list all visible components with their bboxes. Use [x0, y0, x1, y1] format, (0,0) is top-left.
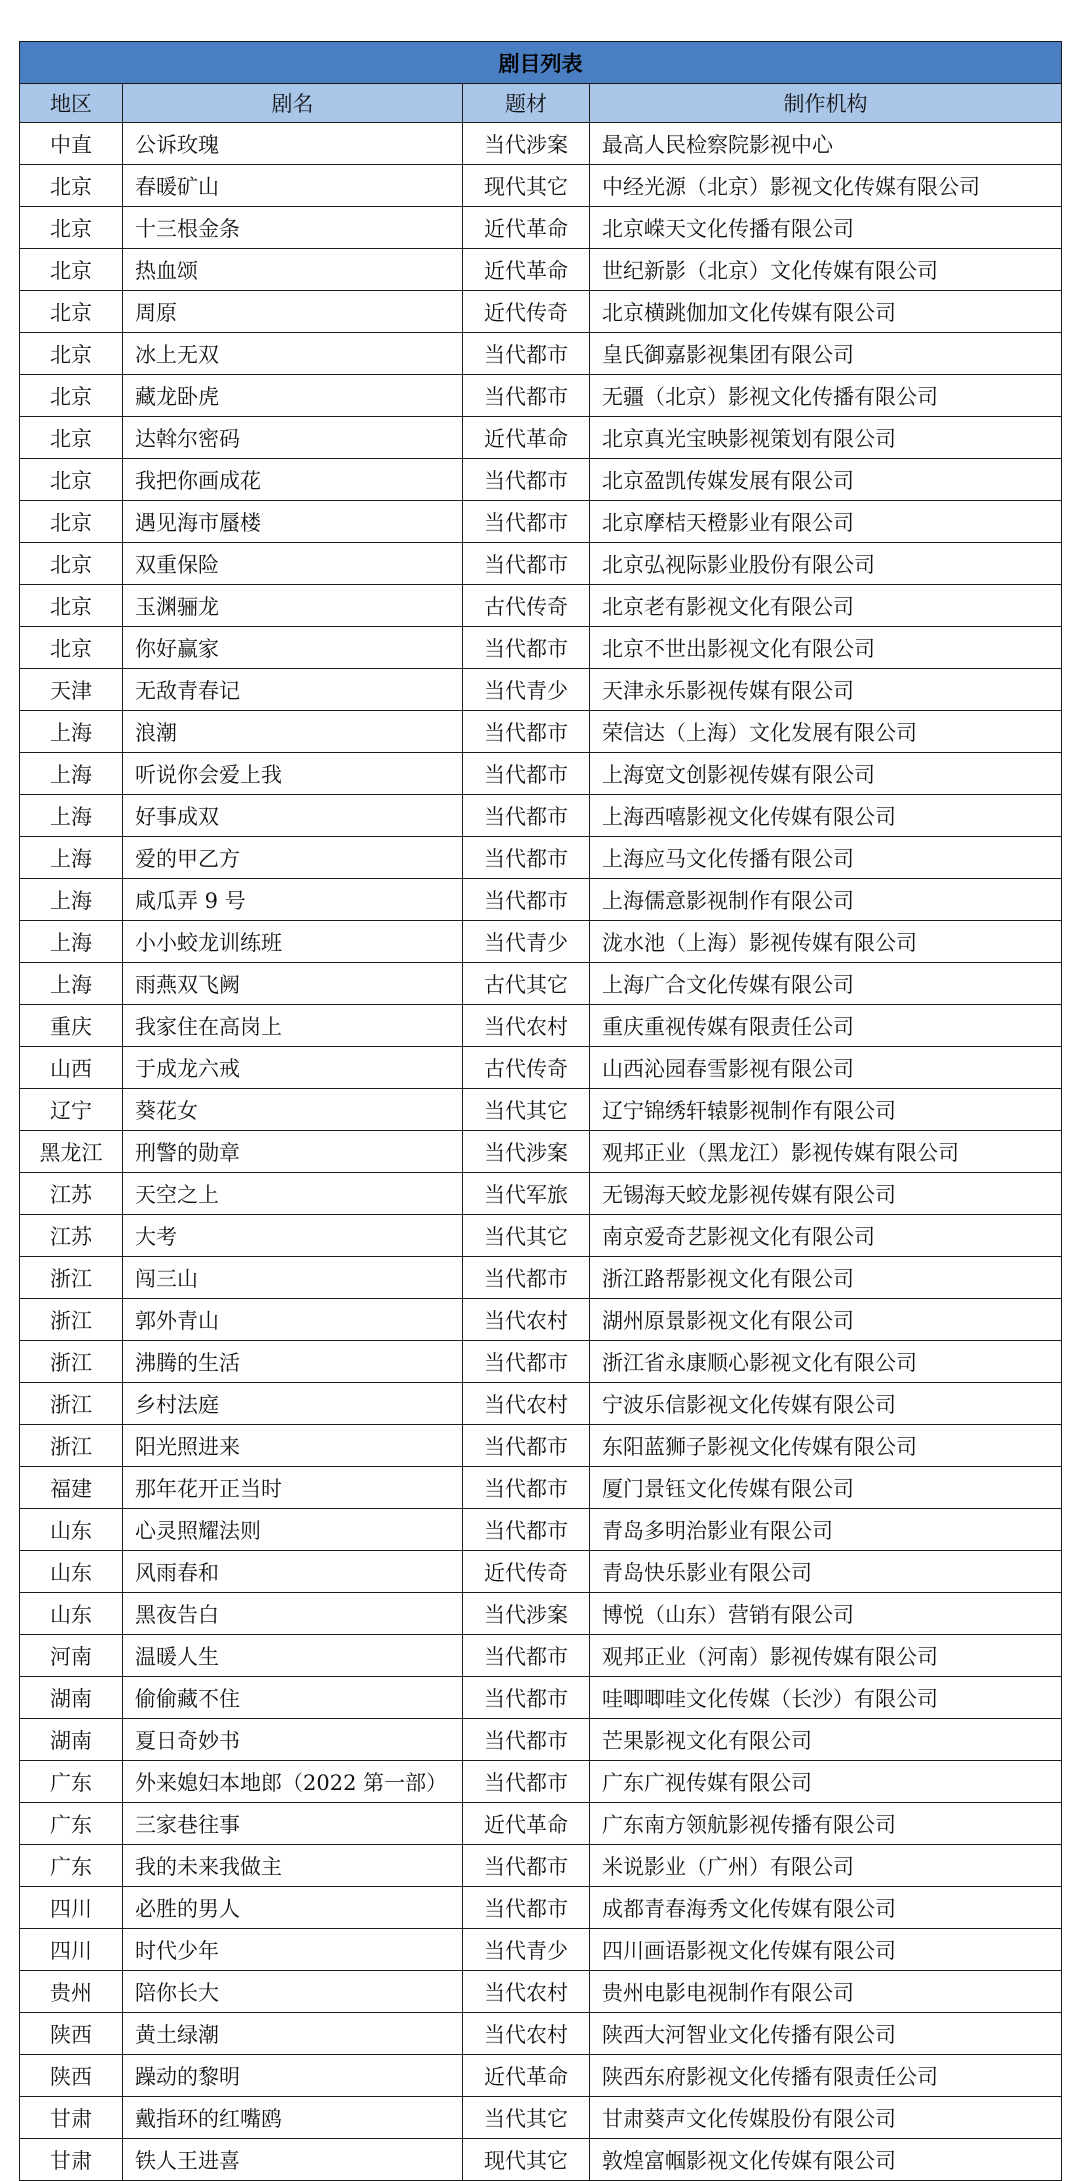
cell-drama-name: 双重保险	[123, 543, 463, 585]
cell-drama-name: 好事成双	[123, 795, 463, 837]
cell-region: 上海	[20, 921, 123, 963]
cell-drama-name: 雨燕双飞阙	[123, 963, 463, 1005]
table-row	[20, 1593, 1062, 1635]
cell-region: 甘肃	[20, 2139, 123, 2181]
cell-drama-name: 听说你会爱上我	[123, 753, 463, 795]
cell-region: 广东	[20, 1761, 123, 1803]
cell-region: 四川	[20, 1887, 123, 1929]
cell-genre: 当代农村	[463, 1971, 590, 2013]
table-row	[20, 1929, 1062, 1971]
table-row	[20, 963, 1062, 1005]
cell-production-company: 青岛多明治影业有限公司	[590, 1509, 1062, 1551]
cell-drama-name: 黑夜告白	[123, 1593, 463, 1635]
cell-genre: 当代都市	[463, 1341, 590, 1383]
cell-region: 广东	[20, 1803, 123, 1845]
cell-region: 上海	[20, 837, 123, 879]
cell-drama-name: 小小蛟龙训练班	[123, 921, 463, 963]
cell-drama-name: 风雨春和	[123, 1551, 463, 1593]
cell-genre: 当代涉案	[463, 1593, 590, 1635]
cell-production-company: 最高人民检察院影视中心	[590, 123, 1062, 165]
cell-region: 北京	[20, 207, 123, 249]
cell-region: 陕西	[20, 2013, 123, 2055]
header-production-company: 制作机构	[590, 84, 1062, 123]
table-row	[20, 1425, 1062, 1467]
table-row	[20, 2013, 1062, 2055]
cell-region: 浙江	[20, 1425, 123, 1467]
cell-drama-name: 十三根金条	[123, 207, 463, 249]
table-row	[20, 837, 1062, 879]
cell-region: 北京	[20, 627, 123, 669]
cell-production-company: 米说影业（广州）有限公司	[590, 1845, 1062, 1887]
cell-production-company: 博悦（山东）营销有限公司	[590, 1593, 1062, 1635]
cell-production-company: 北京真光宝映影视策划有限公司	[590, 417, 1062, 459]
cell-drama-name: 郭外青山	[123, 1299, 463, 1341]
cell-region: 中直	[20, 123, 123, 165]
cell-drama-name: 必胜的男人	[123, 1887, 463, 1929]
cell-region: 贵州	[20, 1971, 123, 2013]
cell-drama-name: 戴指环的红嘴鸥	[123, 2097, 463, 2139]
cell-drama-name: 我把你画成花	[123, 459, 463, 501]
cell-drama-name: 浪潮	[123, 711, 463, 753]
table-row	[20, 123, 1062, 165]
cell-genre: 当代都市	[463, 879, 590, 921]
cell-drama-name: 心灵照耀法则	[123, 1509, 463, 1551]
table-row	[20, 1131, 1062, 1173]
cell-region: 陕西	[20, 2055, 123, 2097]
cell-region: 四川	[20, 1929, 123, 1971]
table-row	[20, 1509, 1062, 1551]
table-row	[20, 165, 1062, 207]
table-row	[20, 1803, 1062, 1845]
cell-production-company: 荣信达（上海）文化发展有限公司	[590, 711, 1062, 753]
cell-production-company: 敦煌富帼影视文化传媒有限公司	[590, 2139, 1062, 2181]
cell-drama-name: 刑警的勋章	[123, 1131, 463, 1173]
cell-production-company: 东阳蓝狮子影视文化传媒有限公司	[590, 1425, 1062, 1467]
cell-drama-name: 偷偷藏不住	[123, 1677, 463, 1719]
drama-list-table-container	[19, 41, 1061, 2181]
cell-genre: 古代传奇	[463, 1047, 590, 1089]
cell-genre: 当代都市	[463, 837, 590, 879]
cell-region: 北京	[20, 585, 123, 627]
cell-drama-name: 玉渊骊龙	[123, 585, 463, 627]
cell-region: 浙江	[20, 1341, 123, 1383]
cell-genre: 当代农村	[463, 1383, 590, 1425]
table-row	[20, 459, 1062, 501]
cell-production-company: 世纪新影（北京）文化传媒有限公司	[590, 249, 1062, 291]
cell-drama-name: 遇见海市蜃楼	[123, 501, 463, 543]
cell-drama-name: 那年花开正当时	[123, 1467, 463, 1509]
table-row	[20, 795, 1062, 837]
cell-region: 上海	[20, 963, 123, 1005]
cell-production-company: 广东南方领航影视传播有限公司	[590, 1803, 1062, 1845]
cell-drama-name: 热血颂	[123, 249, 463, 291]
table-row	[20, 543, 1062, 585]
cell-genre: 当代其它	[463, 1215, 590, 1257]
cell-genre: 当代农村	[463, 1299, 590, 1341]
cell-region: 北京	[20, 333, 123, 375]
cell-genre: 近代传奇	[463, 291, 590, 333]
cell-region: 山东	[20, 1509, 123, 1551]
cell-production-company: 上海宽文创影视传媒有限公司	[590, 753, 1062, 795]
table-row	[20, 1677, 1062, 1719]
cell-genre: 当代其它	[463, 1089, 590, 1131]
cell-genre: 当代都市	[463, 1635, 590, 1677]
cell-production-company: 北京横跳伽加文化传媒有限公司	[590, 291, 1062, 333]
table-row	[20, 1215, 1062, 1257]
table-title-row	[20, 42, 1062, 84]
cell-production-company: 浙江省永康顺心影视文化有限公司	[590, 1341, 1062, 1383]
cell-genre: 当代都市	[463, 459, 590, 501]
cell-genre: 当代涉案	[463, 1131, 590, 1173]
cell-drama-name: 沸腾的生活	[123, 1341, 463, 1383]
cell-production-company: 无锡海天蛟龙影视传媒有限公司	[590, 1173, 1062, 1215]
table-row	[20, 207, 1062, 249]
drama-list-table	[19, 41, 1062, 2181]
cell-production-company: 上海西嘻影视文化传媒有限公司	[590, 795, 1062, 837]
cell-drama-name: 乡村法庭	[123, 1383, 463, 1425]
cell-region: 北京	[20, 501, 123, 543]
cell-production-company: 泷水池（上海）影视传媒有限公司	[590, 921, 1062, 963]
cell-drama-name: 大考	[123, 1215, 463, 1257]
cell-region: 上海	[20, 879, 123, 921]
table-row	[20, 2097, 1062, 2139]
cell-region: 辽宁	[20, 1089, 123, 1131]
cell-production-company: 南京爱奇艺影视文化有限公司	[590, 1215, 1062, 1257]
cell-drama-name: 于成龙六戒	[123, 1047, 463, 1089]
cell-region: 北京	[20, 165, 123, 207]
table-row	[20, 1845, 1062, 1887]
cell-region: 山东	[20, 1593, 123, 1635]
table-body	[20, 123, 1062, 2181]
cell-genre: 当代农村	[463, 1005, 590, 1047]
table-row	[20, 1551, 1062, 1593]
cell-production-company: 四川画语影视文化传媒有限公司	[590, 1929, 1062, 1971]
cell-genre: 当代都市	[463, 1257, 590, 1299]
cell-region: 广东	[20, 1845, 123, 1887]
cell-production-company: 北京摩桔天橙影业有限公司	[590, 501, 1062, 543]
cell-region: 山东	[20, 1551, 123, 1593]
table-row	[20, 1005, 1062, 1047]
cell-genre: 古代传奇	[463, 585, 590, 627]
cell-production-company: 北京老有影视文化有限公司	[590, 585, 1062, 627]
table-row	[20, 1089, 1062, 1131]
cell-region: 北京	[20, 459, 123, 501]
cell-region: 浙江	[20, 1383, 123, 1425]
cell-genre: 近代传奇	[463, 1551, 590, 1593]
cell-genre: 当代都市	[463, 795, 590, 837]
table-row	[20, 1761, 1062, 1803]
table-row	[20, 249, 1062, 291]
cell-production-company: 中经光源（北京）影视文化传媒有限公司	[590, 165, 1062, 207]
cell-production-company: 北京盈凯传媒发展有限公司	[590, 459, 1062, 501]
cell-region: 北京	[20, 417, 123, 459]
cell-region: 福建	[20, 1467, 123, 1509]
cell-drama-name: 咸瓜弄 9 号	[123, 879, 463, 921]
table-row	[20, 585, 1062, 627]
cell-region: 浙江	[20, 1299, 123, 1341]
cell-region: 北京	[20, 249, 123, 291]
cell-genre: 当代都市	[463, 1719, 590, 1761]
table-row	[20, 1341, 1062, 1383]
cell-region: 北京	[20, 375, 123, 417]
cell-drama-name: 黄土绿潮	[123, 2013, 463, 2055]
cell-genre: 当代军旅	[463, 1173, 590, 1215]
cell-genre: 现代其它	[463, 165, 590, 207]
table-row	[20, 1299, 1062, 1341]
cell-production-company: 重庆重视传媒有限责任公司	[590, 1005, 1062, 1047]
cell-region: 湖南	[20, 1677, 123, 1719]
cell-production-company: 成都青春海秀文化传媒有限公司	[590, 1887, 1062, 1929]
cell-production-company: 皇氏御嘉影视集团有限公司	[590, 333, 1062, 375]
cell-drama-name: 春暖矿山	[123, 165, 463, 207]
table-row	[20, 1047, 1062, 1089]
cell-production-company: 陕西大河智业文化传播有限公司	[590, 2013, 1062, 2055]
table-row	[20, 291, 1062, 333]
table-row	[20, 1971, 1062, 2013]
table-row	[20, 1719, 1062, 1761]
cell-region: 江苏	[20, 1173, 123, 1215]
table-row	[20, 1635, 1062, 1677]
cell-genre: 当代都市	[463, 1845, 590, 1887]
cell-genre: 当代都市	[463, 753, 590, 795]
cell-drama-name: 我的未来我做主	[123, 1845, 463, 1887]
cell-region: 山西	[20, 1047, 123, 1089]
cell-production-company: 观邦正业（黑龙江）影视传媒有限公司	[590, 1131, 1062, 1173]
table-row	[20, 627, 1062, 669]
cell-drama-name: 达斡尔密码	[123, 417, 463, 459]
table-row	[20, 1257, 1062, 1299]
cell-region: 黑龙江	[20, 1131, 123, 1173]
cell-genre: 现代其它	[463, 2139, 590, 2181]
cell-production-company: 贵州电影电视制作有限公司	[590, 1971, 1062, 2013]
cell-genre: 近代革命	[463, 417, 590, 459]
cell-production-company: 青岛快乐影业有限公司	[590, 1551, 1062, 1593]
cell-genre: 近代革命	[463, 2055, 590, 2097]
cell-drama-name: 冰上无双	[123, 333, 463, 375]
cell-production-company: 北京嵘天文化传播有限公司	[590, 207, 1062, 249]
cell-drama-name: 周原	[123, 291, 463, 333]
cell-genre: 当代青少	[463, 1929, 590, 1971]
cell-drama-name: 公诉玫瑰	[123, 123, 463, 165]
cell-production-company: 湖州原景影视文化有限公司	[590, 1299, 1062, 1341]
table-row	[20, 501, 1062, 543]
header-genre: 题材	[463, 84, 590, 123]
table-row	[20, 921, 1062, 963]
cell-drama-name: 阳光照进来	[123, 1425, 463, 1467]
cell-drama-name: 三家巷往事	[123, 1803, 463, 1845]
cell-genre: 近代革命	[463, 1803, 590, 1845]
cell-production-company: 芒果影视文化有限公司	[590, 1719, 1062, 1761]
cell-drama-name: 温暖人生	[123, 1635, 463, 1677]
cell-genre: 当代青少	[463, 669, 590, 711]
cell-genre: 近代革命	[463, 207, 590, 249]
table-row	[20, 333, 1062, 375]
cell-production-company: 上海儒意影视制作有限公司	[590, 879, 1062, 921]
table-row	[20, 1383, 1062, 1425]
cell-drama-name: 我家住在高岗上	[123, 1005, 463, 1047]
table-title: 剧目列表	[20, 42, 1062, 84]
cell-production-company: 宁波乐信影视文化传媒有限公司	[590, 1383, 1062, 1425]
cell-genre: 当代都市	[463, 1677, 590, 1719]
cell-drama-name: 陪你长大	[123, 1971, 463, 2013]
cell-drama-name: 外来媳妇本地郎（2022 第一部）	[123, 1761, 463, 1803]
cell-genre: 当代都市	[463, 1509, 590, 1551]
cell-drama-name: 你好赢家	[123, 627, 463, 669]
header-region: 地区	[20, 84, 123, 123]
cell-genre: 当代青少	[463, 921, 590, 963]
cell-production-company: 无疆（北京）影视文化传播有限公司	[590, 375, 1062, 417]
cell-production-company: 陕西东府影视文化传播有限责任公司	[590, 2055, 1062, 2097]
table-row	[20, 1887, 1062, 1929]
cell-production-company: 北京不世出影视文化有限公司	[590, 627, 1062, 669]
table-row	[20, 1467, 1062, 1509]
cell-production-company: 辽宁锦绣轩辕影视制作有限公司	[590, 1089, 1062, 1131]
cell-production-company: 厦门景钰文化传媒有限公司	[590, 1467, 1062, 1509]
cell-production-company: 北京弘视际影业股份有限公司	[590, 543, 1062, 585]
cell-genre: 当代农村	[463, 2013, 590, 2055]
cell-production-company: 广东广视传媒有限公司	[590, 1761, 1062, 1803]
cell-drama-name: 无敌青春记	[123, 669, 463, 711]
table-row	[20, 711, 1062, 753]
cell-production-company: 观邦正业（河南）影视传媒有限公司	[590, 1635, 1062, 1677]
table-row	[20, 417, 1062, 459]
cell-genre: 当代都市	[463, 1467, 590, 1509]
table-row	[20, 375, 1062, 417]
table-row	[20, 669, 1062, 711]
cell-drama-name: 闯三山	[123, 1257, 463, 1299]
cell-drama-name: 葵花女	[123, 1089, 463, 1131]
cell-production-company: 浙江路帮影视文化有限公司	[590, 1257, 1062, 1299]
cell-region: 河南	[20, 1635, 123, 1677]
cell-genre: 当代都市	[463, 333, 590, 375]
table-header-row	[20, 84, 1062, 123]
cell-production-company: 上海应马文化传播有限公司	[590, 837, 1062, 879]
table-row	[20, 879, 1062, 921]
cell-genre: 古代其它	[463, 963, 590, 1005]
cell-genre: 当代其它	[463, 2097, 590, 2139]
table-row	[20, 2055, 1062, 2097]
cell-production-company: 哇唧唧哇文化传媒（长沙）有限公司	[590, 1677, 1062, 1719]
cell-genre: 当代都市	[463, 627, 590, 669]
cell-genre: 当代都市	[463, 711, 590, 753]
cell-drama-name: 铁人王进喜	[123, 2139, 463, 2181]
cell-region: 北京	[20, 291, 123, 333]
cell-production-company: 天津永乐影视传媒有限公司	[590, 669, 1062, 711]
cell-region: 湖南	[20, 1719, 123, 1761]
cell-region: 北京	[20, 543, 123, 585]
cell-drama-name: 夏日奇妙书	[123, 1719, 463, 1761]
table-row	[20, 1173, 1062, 1215]
cell-production-company: 甘肃葵声文化传媒股份有限公司	[590, 2097, 1062, 2139]
cell-genre: 当代都市	[463, 1425, 590, 1467]
cell-region: 天津	[20, 669, 123, 711]
cell-genre: 当代都市	[463, 1887, 590, 1929]
cell-region: 甘肃	[20, 2097, 123, 2139]
cell-region: 重庆	[20, 1005, 123, 1047]
cell-drama-name: 天空之上	[123, 1173, 463, 1215]
cell-production-company: 山西沁园春雪影视有限公司	[590, 1047, 1062, 1089]
cell-genre: 近代革命	[463, 249, 590, 291]
cell-region: 上海	[20, 795, 123, 837]
table-row	[20, 2139, 1062, 2181]
table-row	[20, 753, 1062, 795]
header-drama-name: 剧名	[123, 84, 463, 123]
cell-genre: 当代涉案	[463, 123, 590, 165]
cell-region: 上海	[20, 711, 123, 753]
cell-drama-name: 时代少年	[123, 1929, 463, 1971]
cell-genre: 当代都市	[463, 375, 590, 417]
cell-drama-name: 藏龙卧虎	[123, 375, 463, 417]
cell-genre: 当代都市	[463, 543, 590, 585]
cell-region: 江苏	[20, 1215, 123, 1257]
cell-genre: 当代都市	[463, 501, 590, 543]
cell-genre: 当代都市	[463, 1761, 590, 1803]
cell-drama-name: 爱的甲乙方	[123, 837, 463, 879]
cell-region: 浙江	[20, 1257, 123, 1299]
cell-drama-name: 躁动的黎明	[123, 2055, 463, 2097]
cell-production-company: 上海广合文化传媒有限公司	[590, 963, 1062, 1005]
cell-region: 上海	[20, 753, 123, 795]
